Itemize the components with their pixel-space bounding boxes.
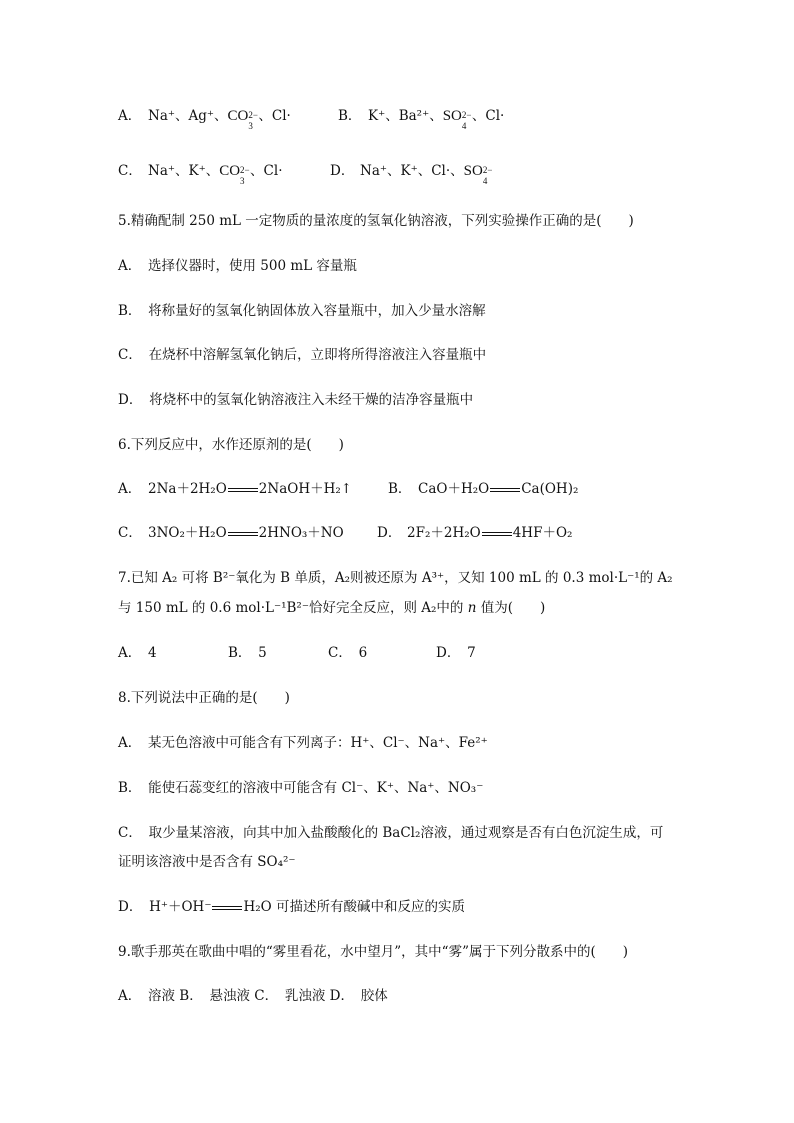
ion-subscript: 4: [461, 120, 467, 131]
ion-subscript: 3: [240, 175, 245, 186]
ion-base: SO: [463, 163, 483, 179]
ion-subscript: 4: [482, 175, 488, 186]
q6-stem: 6.下列反应中，水作还原剂的是( ): [118, 437, 344, 453]
equation-right: Ca(OH)₂: [521, 481, 579, 497]
option-label: B．: [388, 481, 412, 497]
option-text: Na⁺、Ag⁺、: [148, 108, 228, 124]
q4-option-c: [118, 161, 283, 186]
q5-stem: 5.精确配制 250 mL 一定物质的量浓度的氢氧化钠溶液，下列实验操作正确的是( ): [118, 213, 634, 229]
q5-option-c: C． 在烧杯中溶解氢氧化钠后，立即将所得溶液注入容量瓶中: [118, 347, 487, 363]
q4-option-d: [330, 161, 493, 186]
q8-option-d: [118, 897, 465, 917]
q9-options: A． 溶液 B． 悬浊液 C． 乳浊液 D． 胶体: [118, 988, 388, 1004]
q7-stem-line1: 7.已知 A₂ 可将 B²⁻氧化为 B 单质，A₂则被还原为 A³⁺，又知 100 mL 的 0.3 mol·L⁻¹的 A₂: [118, 570, 673, 586]
equation-left: 3NO₂＋H₂O: [148, 525, 227, 541]
equation-left: 2F₂＋2H₂O: [407, 525, 481, 541]
equals-sign: [212, 906, 242, 910]
ion-base: CO: [227, 108, 249, 124]
ion-formula: [463, 163, 493, 186]
q4-option-a: [118, 106, 291, 131]
equals-sign: [228, 488, 258, 492]
stem-text: 值为( ): [476, 600, 546, 616]
q6-option-c: [118, 523, 344, 543]
ion-formula: [442, 108, 472, 131]
q6-option-b: [388, 479, 578, 499]
q4-option-b: [338, 106, 505, 131]
variable-n: n: [467, 600, 477, 616]
equation-right: 2HNO₃＋NO: [258, 525, 344, 541]
q7-option-d: D． 7: [436, 645, 476, 661]
equation-right: 4HF＋O₂: [512, 525, 573, 541]
ion-charge: 2−: [482, 164, 493, 175]
ion-charge: 2−: [461, 109, 472, 120]
option-text: 、Cl·: [250, 163, 283, 179]
option-label: C．: [118, 163, 142, 179]
option-text: 、Cl·: [258, 108, 291, 124]
option-text: Na⁺、K⁺、: [148, 163, 220, 179]
q7-option-c: C． 6: [328, 645, 368, 661]
stem-text: 与 150 mL 的 0.6 mol·L⁻¹B²⁻恰好完全反应，则 A₂中的: [118, 600, 468, 616]
option-label: C．: [118, 525, 142, 541]
q8-option-c-line2: 证明该溶液中是否含有 SO₄²⁻: [118, 854, 296, 870]
equation-left: H⁺＋OH⁻: [149, 899, 212, 915]
option-label: D．: [118, 899, 150, 915]
q5-option-a: A． 选择仪器时，使用 500 mL 容量瓶: [118, 258, 357, 274]
ion-formula: [219, 163, 250, 186]
equals-sign: [482, 532, 512, 536]
q7-option-a: A． 4: [118, 645, 157, 661]
option-label: A．: [118, 481, 142, 497]
option-label: A．: [118, 108, 142, 124]
option-label: D．: [377, 525, 402, 541]
q5-option-b: B． 将称量好的氢氧化钠固体放入容量瓶中，加入少量水溶解: [118, 303, 486, 319]
q7-option-b: B． 5: [228, 645, 267, 661]
ion-charge: 2−: [248, 109, 258, 120]
q8-option-a: A． 某无色溶液中可能含有下列离子：H⁺、Cl⁻、Na⁺、Fe²⁺: [118, 735, 488, 751]
q7-stem-line2: [118, 598, 545, 618]
option-text: Na⁺、K⁺、Cl·、: [360, 163, 464, 179]
ion-formula: [227, 108, 259, 131]
equation-left: 2Na＋2H₂O: [148, 481, 227, 497]
q6-option-d: [377, 523, 572, 543]
q8-option-c-line1: C． 取少量某溶液，向其中加入盐酸酸化的 BaCl₂溶液，通过观察是否有白色沉淀生成，可: [118, 825, 664, 841]
equation-right: 2NaOH＋H₂↑: [258, 481, 353, 497]
ion-base: CO: [219, 163, 241, 179]
option-text: 、Cl·: [471, 108, 505, 124]
ion-charge: 2−: [240, 164, 250, 175]
ion-base: SO: [442, 108, 462, 124]
option-text: K⁺、Ba²⁺、: [368, 108, 443, 124]
equation-right: H₂O 可描述所有酸碱中和反应的实质: [243, 899, 465, 915]
option-label: D．: [330, 163, 355, 179]
q9-stem: 9.歌手那英在歌曲中唱的“雾里看花，水中望月”，其中“雾”属于下列分散系中的( ): [118, 944, 629, 960]
q8-option-b: B． 能使石蕊变红的溶液中可能含有 Cl⁻、K⁺、Na⁺、NO₃⁻: [118, 780, 484, 796]
option-label: B．: [338, 108, 362, 124]
ion-subscript: 3: [248, 120, 253, 131]
q8-stem: 8.下列说法中正确的是( ): [118, 690, 290, 706]
equation-left: CaO＋H₂O: [418, 481, 490, 497]
q6-option-a: [118, 479, 352, 499]
equals-sign: [228, 532, 258, 536]
q5-option-d: D． 将烧杯中的氢氧化钠溶液注入未经干燥的洁净容量瓶中: [118, 392, 474, 408]
equals-sign: [490, 488, 520, 492]
